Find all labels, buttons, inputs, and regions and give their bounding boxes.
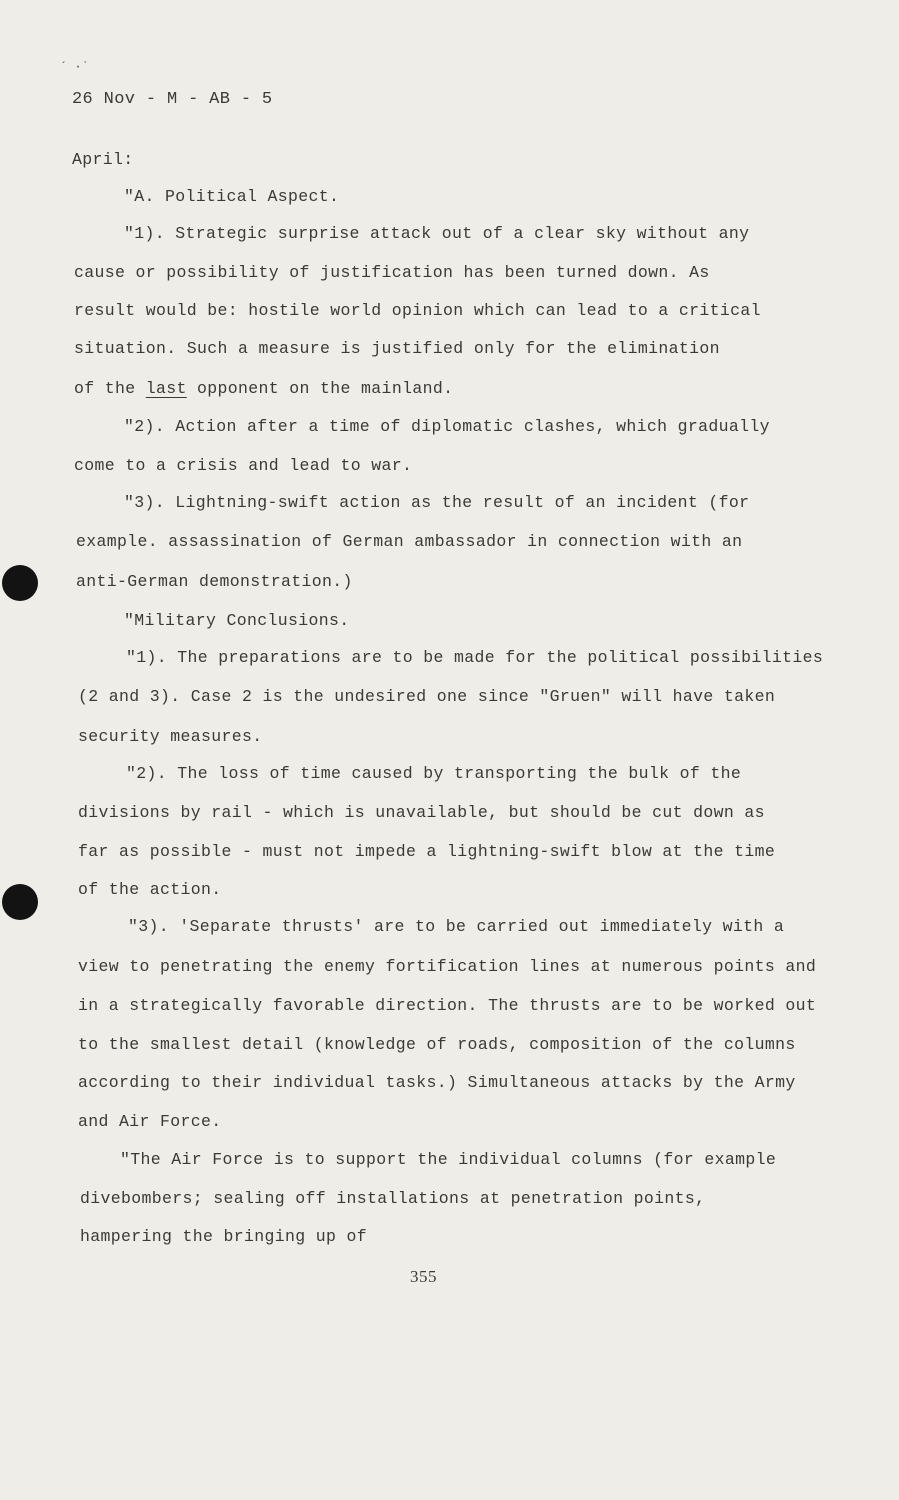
- text-line: according to their individual tasks.) Simultaneous attacks by the Army: [78, 1073, 796, 1092]
- text-line: cause or possibility of justification has been turned down. As: [74, 263, 710, 282]
- text-line: and Air Force.: [78, 1112, 222, 1131]
- text-line: view to penetrating the enemy fortification lines at numerous points and: [78, 957, 817, 976]
- text-line: result would be: hostile world opinion which can lead to a critical: [74, 301, 761, 320]
- text-line: situation. Such a measure is justified only for the elimination: [74, 339, 720, 358]
- heading-political-aspect: "A. Political Aspect.: [124, 187, 340, 206]
- text-line: "1). The preparations are to be made for the political possibilities: [126, 648, 824, 667]
- underlined-word: last: [145, 379, 187, 398]
- text-line: "3). 'Separate thrusts' are to be carried out immediately with a: [128, 917, 785, 936]
- text-line: divebombers; sealing off installations at penetration points,: [80, 1189, 706, 1208]
- document-reference: 26 Nov - M - AB - 5: [72, 90, 273, 109]
- corner-marks: ´ ·˙: [60, 60, 89, 74]
- text-line: of the last opponent on the mainland.: [74, 379, 454, 398]
- text-line: come to a crisis and lead to war.: [74, 456, 413, 475]
- text-line: security measures.: [78, 727, 263, 746]
- text-line: (2 and 3). Case 2 is the undesired one since "Gruen" will have taken: [78, 687, 776, 706]
- heading-military-conclusions: "Military Conclusions.: [124, 611, 350, 630]
- punch-hole: [2, 884, 38, 920]
- text-line: "3). Lightning-swift action as the result of an incident (for: [124, 493, 750, 512]
- text-line: divisions by rail - which is unavailable, but should be cut down as: [78, 803, 765, 822]
- text-line: hampering the bringing up of: [80, 1227, 368, 1246]
- text-line: in a strategically favorable direction. The thrusts are to be worked out: [78, 996, 817, 1015]
- text-line: to the smallest detail (knowledge of roads, composition of the columns: [78, 1035, 796, 1054]
- text-line: "2). The loss of time caused by transporting the bulk of the: [126, 764, 742, 783]
- text-line: "1). Strategic surprise attack out of a clear sky without any: [124, 224, 750, 243]
- page-number: 355: [410, 1267, 437, 1286]
- text-line: far as possible - must not impede a lightning-swift blow at the time: [78, 842, 776, 861]
- text-line: anti-German demonstration.): [76, 572, 353, 591]
- punch-hole: [2, 565, 38, 601]
- text-line: "2). Action after a time of diplomatic clashes, which gradually: [124, 417, 770, 436]
- text-line: "The Air Force is to support the individual columns (for example: [120, 1150, 777, 1169]
- section-label: April:: [72, 150, 134, 169]
- text-line: example. assassination of German ambassador in connection with an: [76, 532, 743, 551]
- text-line: of the action.: [78, 880, 222, 899]
